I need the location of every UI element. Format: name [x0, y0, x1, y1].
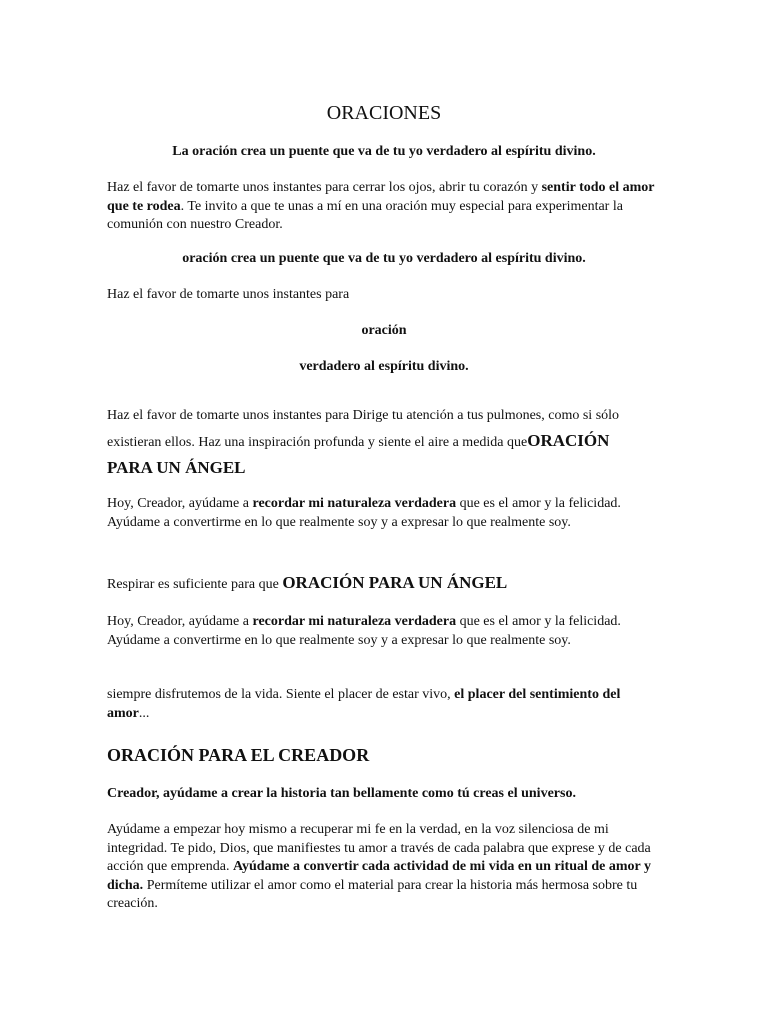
- paragraph-2: Haz el favor de tomarte unos instantes para: [107, 287, 350, 302]
- paragraph-8-text-a: Ayúdame a empezar hoy mismo a recuperar mi fe en la verdad, en la voz silenciosa de mi integridad. Te pido, Dios, que manifiestes tu amor a través de cada palabra que exprese y de cada acción que emprenda.: [107, 822, 651, 874]
- paragraph-3: [107, 403, 663, 482]
- paragraph-4-bold: recordar mi naturaleza verdadera: [252, 496, 457, 511]
- paragraph-7-bold: el placer del sentimiento del amor: [107, 687, 621, 721]
- inline-heading-para-un-angel: PARA UN ÁNGEL: [107, 458, 246, 477]
- page-title: ORACIONES: [326, 102, 442, 124]
- paragraph-4-text-a: Hoy, Creador, ayúdame a: [107, 496, 253, 511]
- centered-word: oración: [361, 323, 407, 338]
- paragraph-8-text-b: Permíteme utilizar el amor como el material para crear la historia más hermosa sobre tu creación.: [107, 877, 638, 911]
- paragraph-3-text: Haz el favor de tomarte unos instantes para Dirige tu atención a tus pulmones, como si sólo existieran ellos. Haz una inspiración profunda y siente el aire a medida que: [107, 408, 620, 450]
- paragraph-7: [107, 686, 663, 723]
- paragraph-6-text-a: Hoy, Creador, ayúdame a: [107, 614, 253, 629]
- centered-line: verdadero al espíritu divino.: [299, 359, 469, 374]
- paragraph-5-text: Respirar es suficiente para que: [107, 577, 283, 592]
- paragraph-6-text-b: que es el amor y la felicidad. Ayúdame a convertirme en lo que realmente soy y a expresar lo que realmente soy.: [107, 614, 621, 648]
- paragraph-1-text-b: . Te invito a que te unas a mí en una oración muy especial para experimentar la comunión con nuestro Creador.: [107, 198, 623, 232]
- paragraph-6: [107, 613, 663, 650]
- inline-heading-oracion: ORACIÓN: [527, 431, 610, 450]
- inline-heading-oracion-para-un-angel: ORACIÓN PARA UN ÁNGEL: [282, 573, 508, 592]
- heading-oracion-para-el-creador: ORACIÓN PARA EL CREADOR: [107, 745, 370, 765]
- subtitle-1: La oración crea un puente que va de tu yo verdadero al espíritu divino.: [172, 144, 596, 159]
- paragraph-7-text-a: siempre disfrutemos de la vida. Siente el placer de estar vivo,: [107, 687, 455, 702]
- paragraph-1-bold: sentir todo el amor que te rodea: [107, 180, 655, 214]
- subtitle-2: oración crea un puente que va de tu yo verdadero al espíritu divino.: [182, 251, 586, 266]
- paragraph-4-text-b: que es el amor y la felicidad. Ayúdame a convertirme en lo que realmente soy y a expresar lo que realmente soy.: [107, 496, 621, 530]
- paragraph-1-text-a: Haz el favor de tomarte unos instantes para cerrar los ojos, abrir tu corazón y: [107, 180, 542, 195]
- paragraph-4: [107, 495, 663, 532]
- paragraph-6-bold: recordar mi naturaleza verdadera: [252, 614, 457, 629]
- paragraph-5: [107, 574, 663, 595]
- paragraph-8-bold: Ayúdame a convertir cada actividad de mi vida en un ritual de amor y dicha.: [107, 859, 652, 893]
- paragraph-8: [107, 821, 663, 914]
- paragraph-7-text-b: ...: [138, 705, 150, 721]
- paragraph-1: [107, 179, 663, 235]
- bold-line: Creador, ayúdame a crear la historia tan bellamente como tú creas el universo.: [107, 786, 576, 801]
